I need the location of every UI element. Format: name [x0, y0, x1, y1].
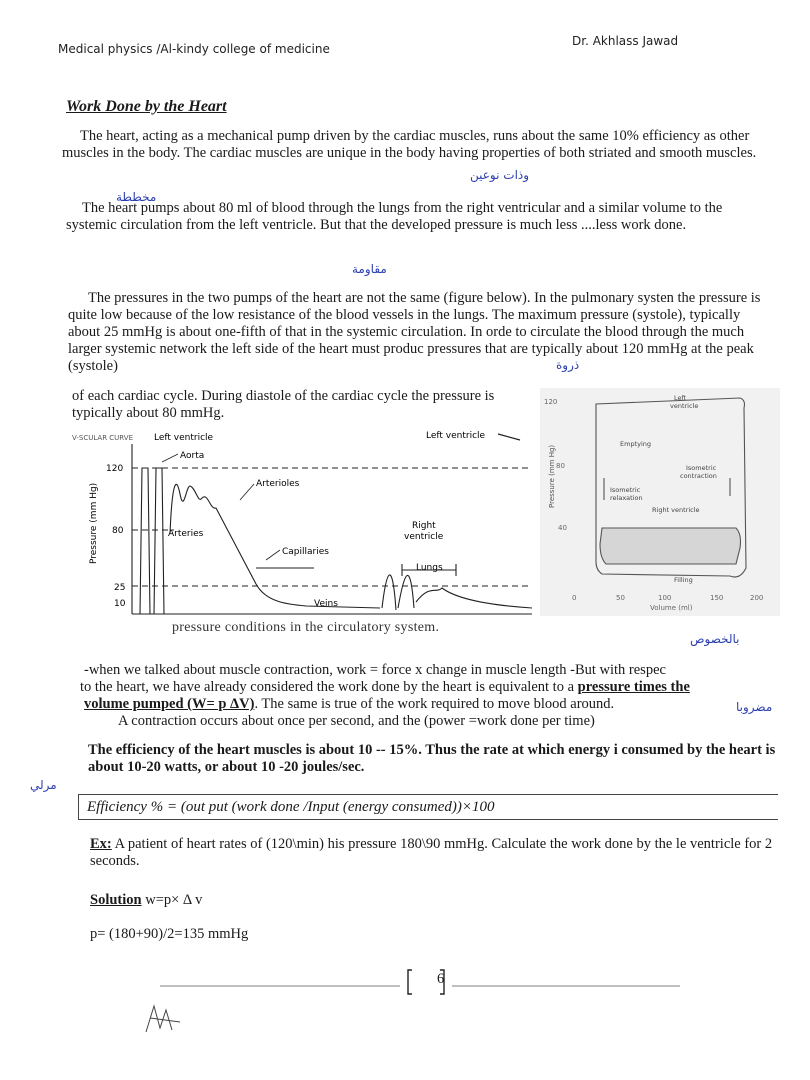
efficiency-paragraph: The efficiency of the heart muscles is about 10 -- 15%. Thus the rate at which energy i consumed by the heart is about 10-20 watts, or about 10 -20 joules/sec. — [88, 742, 776, 775]
pressure-volume-loop-figure — [540, 388, 780, 616]
pv-ytick-0: 0 — [572, 594, 577, 602]
paragraph-2: The heart pumps about 80 ml of blood through the lungs from the right ventricular and a similar volume to the systemic circulation from the left ventricle. But that the developed pressure is much less ....less work done. — [66, 200, 723, 233]
work-line-3-text: . The same is true of the work required to move blood around. — [254, 696, 615, 712]
pv-ytick-120: 120 — [544, 398, 558, 406]
arrow-left-ventricle — [498, 434, 520, 440]
work-section — [80, 662, 784, 730]
pv-x-axis-label: Volume (ml) — [650, 604, 693, 612]
annotation-3: مقاومة — [352, 262, 387, 276]
annotation-5: بالخصوص — [690, 632, 740, 646]
work-line-1: -when we talked about muscle contraction, work = force x change in muscle length -But with respec — [84, 662, 666, 678]
work-line-3 — [84, 696, 784, 713]
paragraph-1: The heart, acting as a mechanical pump driven by the cardiac muscles, runs about the same 10% efficiency as other muscles in the body. The cardiac muscles are unique in the body having properties of both striated and smooth muscles. — [62, 128, 757, 161]
annotation-4: ذروة — [556, 358, 580, 372]
fig-fragment-label: V-SCULAR CURVE — [72, 434, 134, 442]
paragraph-3-tail: of each cardiac cycle. During diastole of the cardiac cycle the pressure is typically about 80 mmHg. — [72, 388, 495, 421]
label-right-ventricle-2: ventricle — [404, 532, 444, 542]
solution — [90, 892, 202, 909]
label-aorta: Aorta — [180, 451, 205, 461]
pv-ytick-40: 40 — [558, 524, 567, 532]
solution-label: Solution — [90, 892, 142, 908]
pv-xtick-200: 200 — [750, 594, 764, 602]
pv-label-emptying: Emptying — [620, 440, 652, 448]
pv-label-lv-2: ventricle — [670, 402, 699, 410]
example-label: Ex: — [90, 836, 112, 852]
pv-label-iso-relaxation-2: relaxation — [610, 494, 643, 502]
tick-120: 120 — [106, 464, 124, 474]
pv-label-iso-relaxation-1: Isometric — [610, 486, 641, 494]
annotation-7: مرلي — [30, 778, 57, 792]
paragraph-3: The pressures in the two pumps of the heart are not the same (figure below). In the pulmonary systen the pressure is quite low because of the low resistance of the blood vessels in the lungs. The maximum pressure (systole), typically about 25 mmHg is about one-fifth of that in the systemic circulation. In orde to circulate the blood through the much larger systemic network the left side of the heart must produc pressures that are typically about 120 mmHg at the peak (systole) — [68, 290, 761, 374]
example — [90, 836, 780, 870]
pv-xtick-150: 150 — [710, 594, 724, 602]
work-line-4: A contraction occurs about once per second, and the (power =work done per time) — [118, 713, 595, 729]
label-left-ventricle-top: Left ventricle — [154, 433, 214, 443]
work-line-2-text: to the heart, we have already considered the work done by the heart is equivalent to a — [80, 679, 578, 695]
label-left-ventricle-right: Left ventricle — [426, 431, 486, 441]
pv-xtick-50: 50 — [616, 594, 625, 602]
label-capillaries: Capillaries — [282, 547, 329, 557]
annotation-1: وذات نوعين — [470, 168, 530, 182]
y-axis-label: Pressure (mm Hg) — [89, 482, 99, 564]
figure-caption: pressure conditions in the circulatory system. — [172, 620, 440, 635]
label-veins: Veins — [314, 599, 338, 609]
tick-25: 25 — [114, 583, 126, 593]
annotation-6: مضروبا — [736, 700, 773, 714]
pv-ytick-80: 80 — [556, 462, 565, 470]
pv-label-iso-contraction-2: contraction — [680, 472, 717, 480]
pv-y-axis-label: Pressure (mm Hg) — [548, 444, 556, 508]
pv-label-filling: Filling — [674, 576, 693, 584]
work-line-2 — [80, 679, 784, 696]
tick-80: 80 — [112, 526, 124, 536]
header-right: Dr. Akhlass Jawad — [572, 34, 679, 48]
label-arterioles: Arterioles — [256, 479, 300, 489]
pv-xtick-100: 100 — [658, 594, 672, 602]
page-number-divider — [160, 966, 680, 996]
signature-scribble — [140, 1000, 190, 1040]
efficiency-formula: Efficiency % = (out put (work done /Input (energy consumed))×100 — [78, 794, 778, 820]
label-arteries: Arteries — [168, 529, 204, 539]
annotation-2: مخططة — [116, 190, 157, 204]
example-text: A patient of heart rates of (120\min) his pressure 180\90 mmHg. Calculate the work done by the le ventricle for 2 seconds. — [90, 836, 773, 869]
work-line-3-underlined: volume pumped (W= p ΔV) — [84, 696, 255, 712]
circulatory-pressure-figure — [70, 424, 540, 620]
pv-label-lv-1: Left — [674, 394, 687, 402]
work-line-2-underlined: pressure times the — [577, 679, 690, 695]
section-title: Work Done by the Heart — [66, 98, 227, 115]
pv-label-rv: Right ventricle — [652, 506, 700, 514]
solution-eq: w=p× Δ v — [141, 892, 203, 908]
tick-10: 10 — [114, 599, 126, 609]
pressure-equation: p= (180+90)/2=135 mmHg — [90, 926, 249, 942]
label-lungs: Lungs — [416, 563, 443, 573]
pv-label-iso-contraction-1: Isometric — [686, 464, 717, 472]
page-number: 6 — [437, 971, 445, 987]
header-left: Medical physics /Al-kindy college of medicine — [58, 42, 330, 56]
label-right-ventricle-1: Right — [412, 521, 436, 531]
